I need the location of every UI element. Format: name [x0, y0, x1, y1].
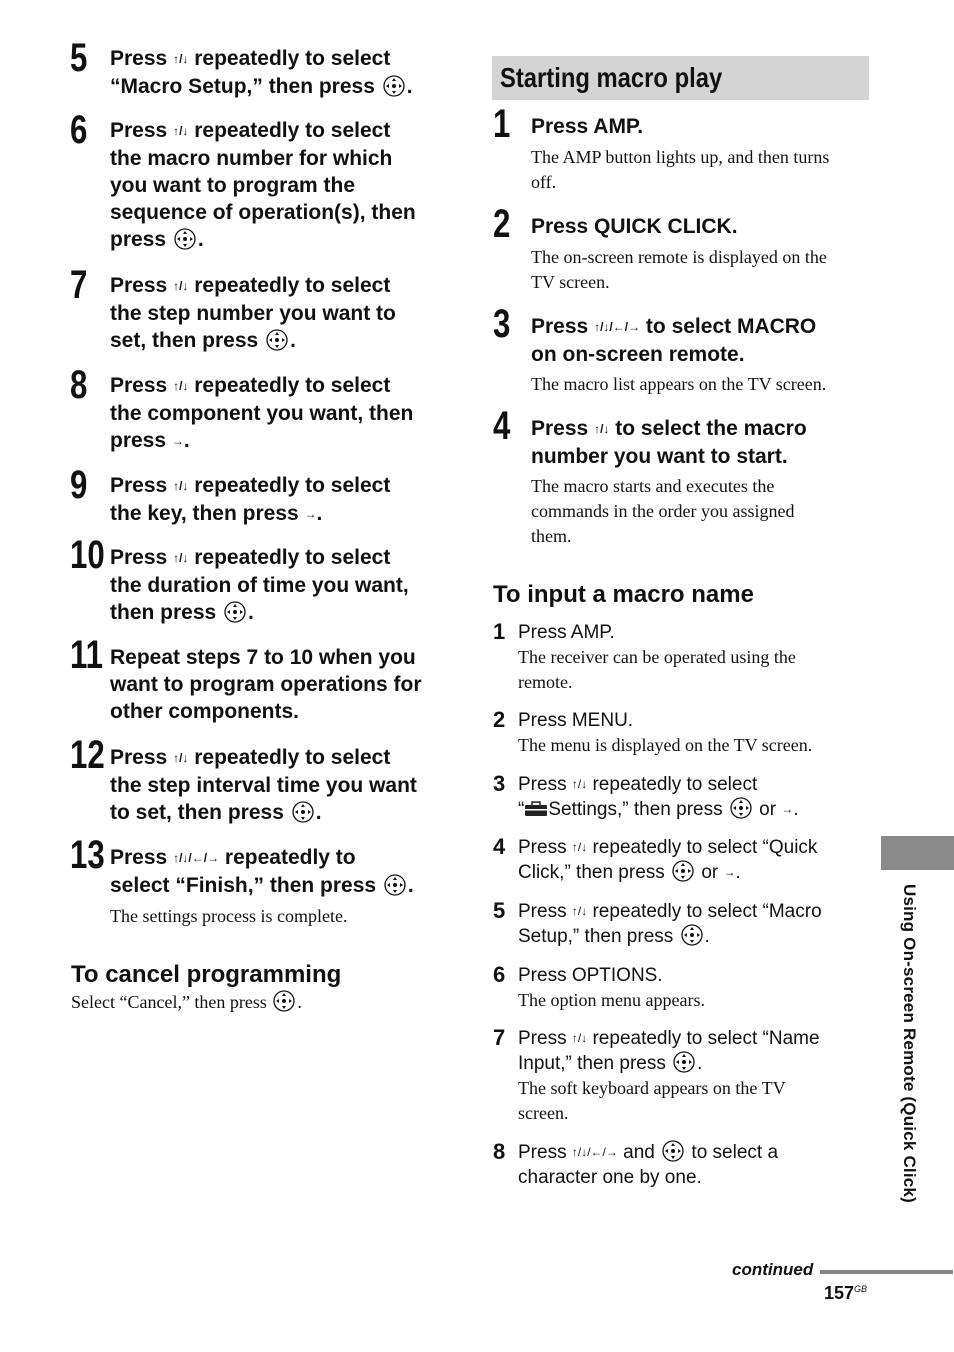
step-number: 8 [70, 363, 88, 407]
up-down-arrow-icon: ↑/↓ [173, 124, 189, 138]
step-number: 4 [493, 834, 506, 859]
r-step-4-body: The macro starts and executes the commands in the order you assigned them. [531, 476, 795, 546]
step-13-note: The settings process is complete. [110, 906, 348, 926]
input-step-8-text: Press ↑/↓/←/→ and to select a character one by one. [518, 1142, 779, 1188]
step-number: 4 [493, 404, 511, 448]
step-number: 11 [70, 633, 103, 677]
input-step-3-text: Press ↑/↓ repeatedly to select “ Settings,” then press or →. [518, 774, 799, 820]
right-arrow-icon: → [171, 434, 184, 448]
step-9-text: Press ↑/↓ repeatedly to select the key, then press →. [110, 472, 455, 528]
step-number: 2 [493, 707, 506, 732]
step-8-text: Press ↑/↓ repeatedly to select the component you want, then press →. [110, 372, 455, 455]
input-step-7-text: Press ↑/↓ repeatedly to select “Name Input,” then press . [518, 1028, 820, 1074]
input-step-7-body: The soft keyboard appears on the TV screen. [518, 1078, 786, 1123]
step-number: 9 [70, 463, 88, 507]
step-number: 1 [493, 102, 511, 146]
step-number: 12 [70, 733, 105, 777]
right-arrow-icon: → [304, 507, 317, 521]
enter-button-icon [730, 797, 752, 819]
enter-button-icon [174, 228, 196, 250]
enter-button-icon [383, 75, 405, 97]
up-down-arrow-icon: ↑/↓ [173, 52, 189, 66]
input-step-1-text: Press AMP. [518, 622, 615, 643]
input-heading: To input a macro name [493, 581, 754, 608]
step-number: 7 [493, 1025, 506, 1050]
up-down-arrow-icon: ↑/↓ [571, 777, 588, 791]
continued-label: continued [732, 1260, 814, 1279]
four-way-arrow-icon: ↑/↓/←/→ [594, 320, 641, 334]
right-arrow-icon: → [781, 802, 794, 816]
enter-button-icon [273, 990, 295, 1012]
cancel-heading: To cancel programming [71, 961, 342, 988]
enter-button-icon [292, 801, 314, 823]
up-down-arrow-icon: ↑/↓ [173, 379, 189, 393]
up-down-arrow-icon: ↑/↓ [594, 422, 610, 436]
step-7-text: Press ↑/↓ repeatedly to select the step number you want to set, then press . [110, 274, 396, 352]
step-11-text: Repeat steps 7 to 10 when you want to program operations for other components. [110, 646, 422, 723]
four-way-arrow-icon: ↑/↓/←/→ [571, 1145, 618, 1159]
enter-button-icon [224, 601, 246, 623]
step-number: 13 [70, 833, 105, 877]
step-number: 7 [70, 263, 88, 307]
input-step-6-body: The option menu appears. [518, 990, 705, 1010]
cancel-text: Select “Cancel,” then press . [71, 992, 302, 1012]
input-step-2-body: The menu is displayed on the TV screen. [518, 735, 813, 755]
input-step-2-text: Press MENU. [518, 710, 634, 731]
toolbox-icon [524, 799, 548, 815]
r-step-2-body: The on-screen remote is displayed on the TV screen. [531, 247, 827, 292]
step-5-text: Press ↑/↓ repeatedly to select “Macro Setup,” then press . [110, 47, 413, 98]
step-number: 3 [493, 302, 511, 346]
step-13-text: Press ↑/↓/←/→ repeatedly to select “Finish,” then press . [110, 846, 414, 897]
right-arrow-icon: → [723, 865, 736, 879]
up-down-arrow-icon: ↑/↓ [173, 279, 189, 293]
input-step-5-text: Press ↑/↓ repeatedly to select “Macro Setup,” then press . [518, 901, 822, 947]
enter-button-icon [266, 329, 288, 351]
side-tab-label: Using On-screen Remote (Quick Click) [900, 884, 919, 1203]
step-number: 8 [493, 1139, 506, 1164]
up-down-arrow-icon: ↑/↓ [571, 904, 588, 918]
enter-button-icon [384, 874, 406, 896]
r-step-2-head: Press QUICK CLICK. [531, 215, 738, 238]
up-down-arrow-icon: ↑/↓ [571, 840, 588, 854]
step-number: 6 [493, 962, 506, 987]
input-step-1-body: The receiver can be operated using the remote. [518, 647, 796, 692]
up-down-arrow-icon: ↑/↓ [173, 751, 189, 765]
step-10-text: Press ↑/↓ repeatedly to select the duration of time you want, then press . [110, 546, 409, 624]
step-12-text: Press ↑/↓ repeatedly to select the step interval time you want to set, then press . [110, 746, 417, 824]
step-number: 3 [493, 771, 506, 796]
r-step-1-body: The AMP button lights up, and then turns off. [531, 147, 830, 192]
continued-line [820, 1270, 953, 1274]
r-step-4-head: Press ↑/↓ to select the macro number you want to start. [531, 417, 807, 468]
enter-button-icon [673, 1051, 695, 1073]
four-way-arrow-icon: ↑/↓/←/→ [173, 851, 220, 865]
input-step-4-text: Press ↑/↓ repeatedly to select “Quick Click,” then press or →. [518, 837, 818, 883]
step-6-text: Press ↑/↓ repeatedly to select the macro number for which you want to program the sequence of operation(s), then press . [110, 119, 416, 251]
up-down-arrow-icon: ↑/↓ [173, 479, 189, 493]
step-number: 1 [493, 619, 506, 644]
step-number: 5 [70, 36, 88, 80]
r-step-3-head: Press ↑/↓/←/→ to select MACRO on on-screen remote. [531, 315, 817, 366]
section-tab [881, 836, 954, 870]
step-number: 6 [70, 108, 88, 152]
enter-button-icon [681, 924, 703, 946]
step-number: 5 [493, 898, 506, 923]
r-step-3-body: The macro list appears on the TV screen. [531, 374, 827, 394]
enter-button-icon [672, 860, 694, 882]
step-number: 10 [70, 533, 105, 577]
up-down-arrow-icon: ↑/↓ [173, 551, 189, 565]
up-down-arrow-icon: ↑/↓ [571, 1031, 588, 1045]
step-number: 2 [493, 202, 511, 246]
input-step-6-text: Press OPTIONS. [518, 965, 663, 986]
page-number: $157^{GB}$ [824, 1283, 868, 1303]
enter-button-icon [662, 1140, 684, 1162]
section-title: Starting macro play [500, 62, 723, 93]
r-step-1-head: Press AMP. [531, 115, 644, 138]
